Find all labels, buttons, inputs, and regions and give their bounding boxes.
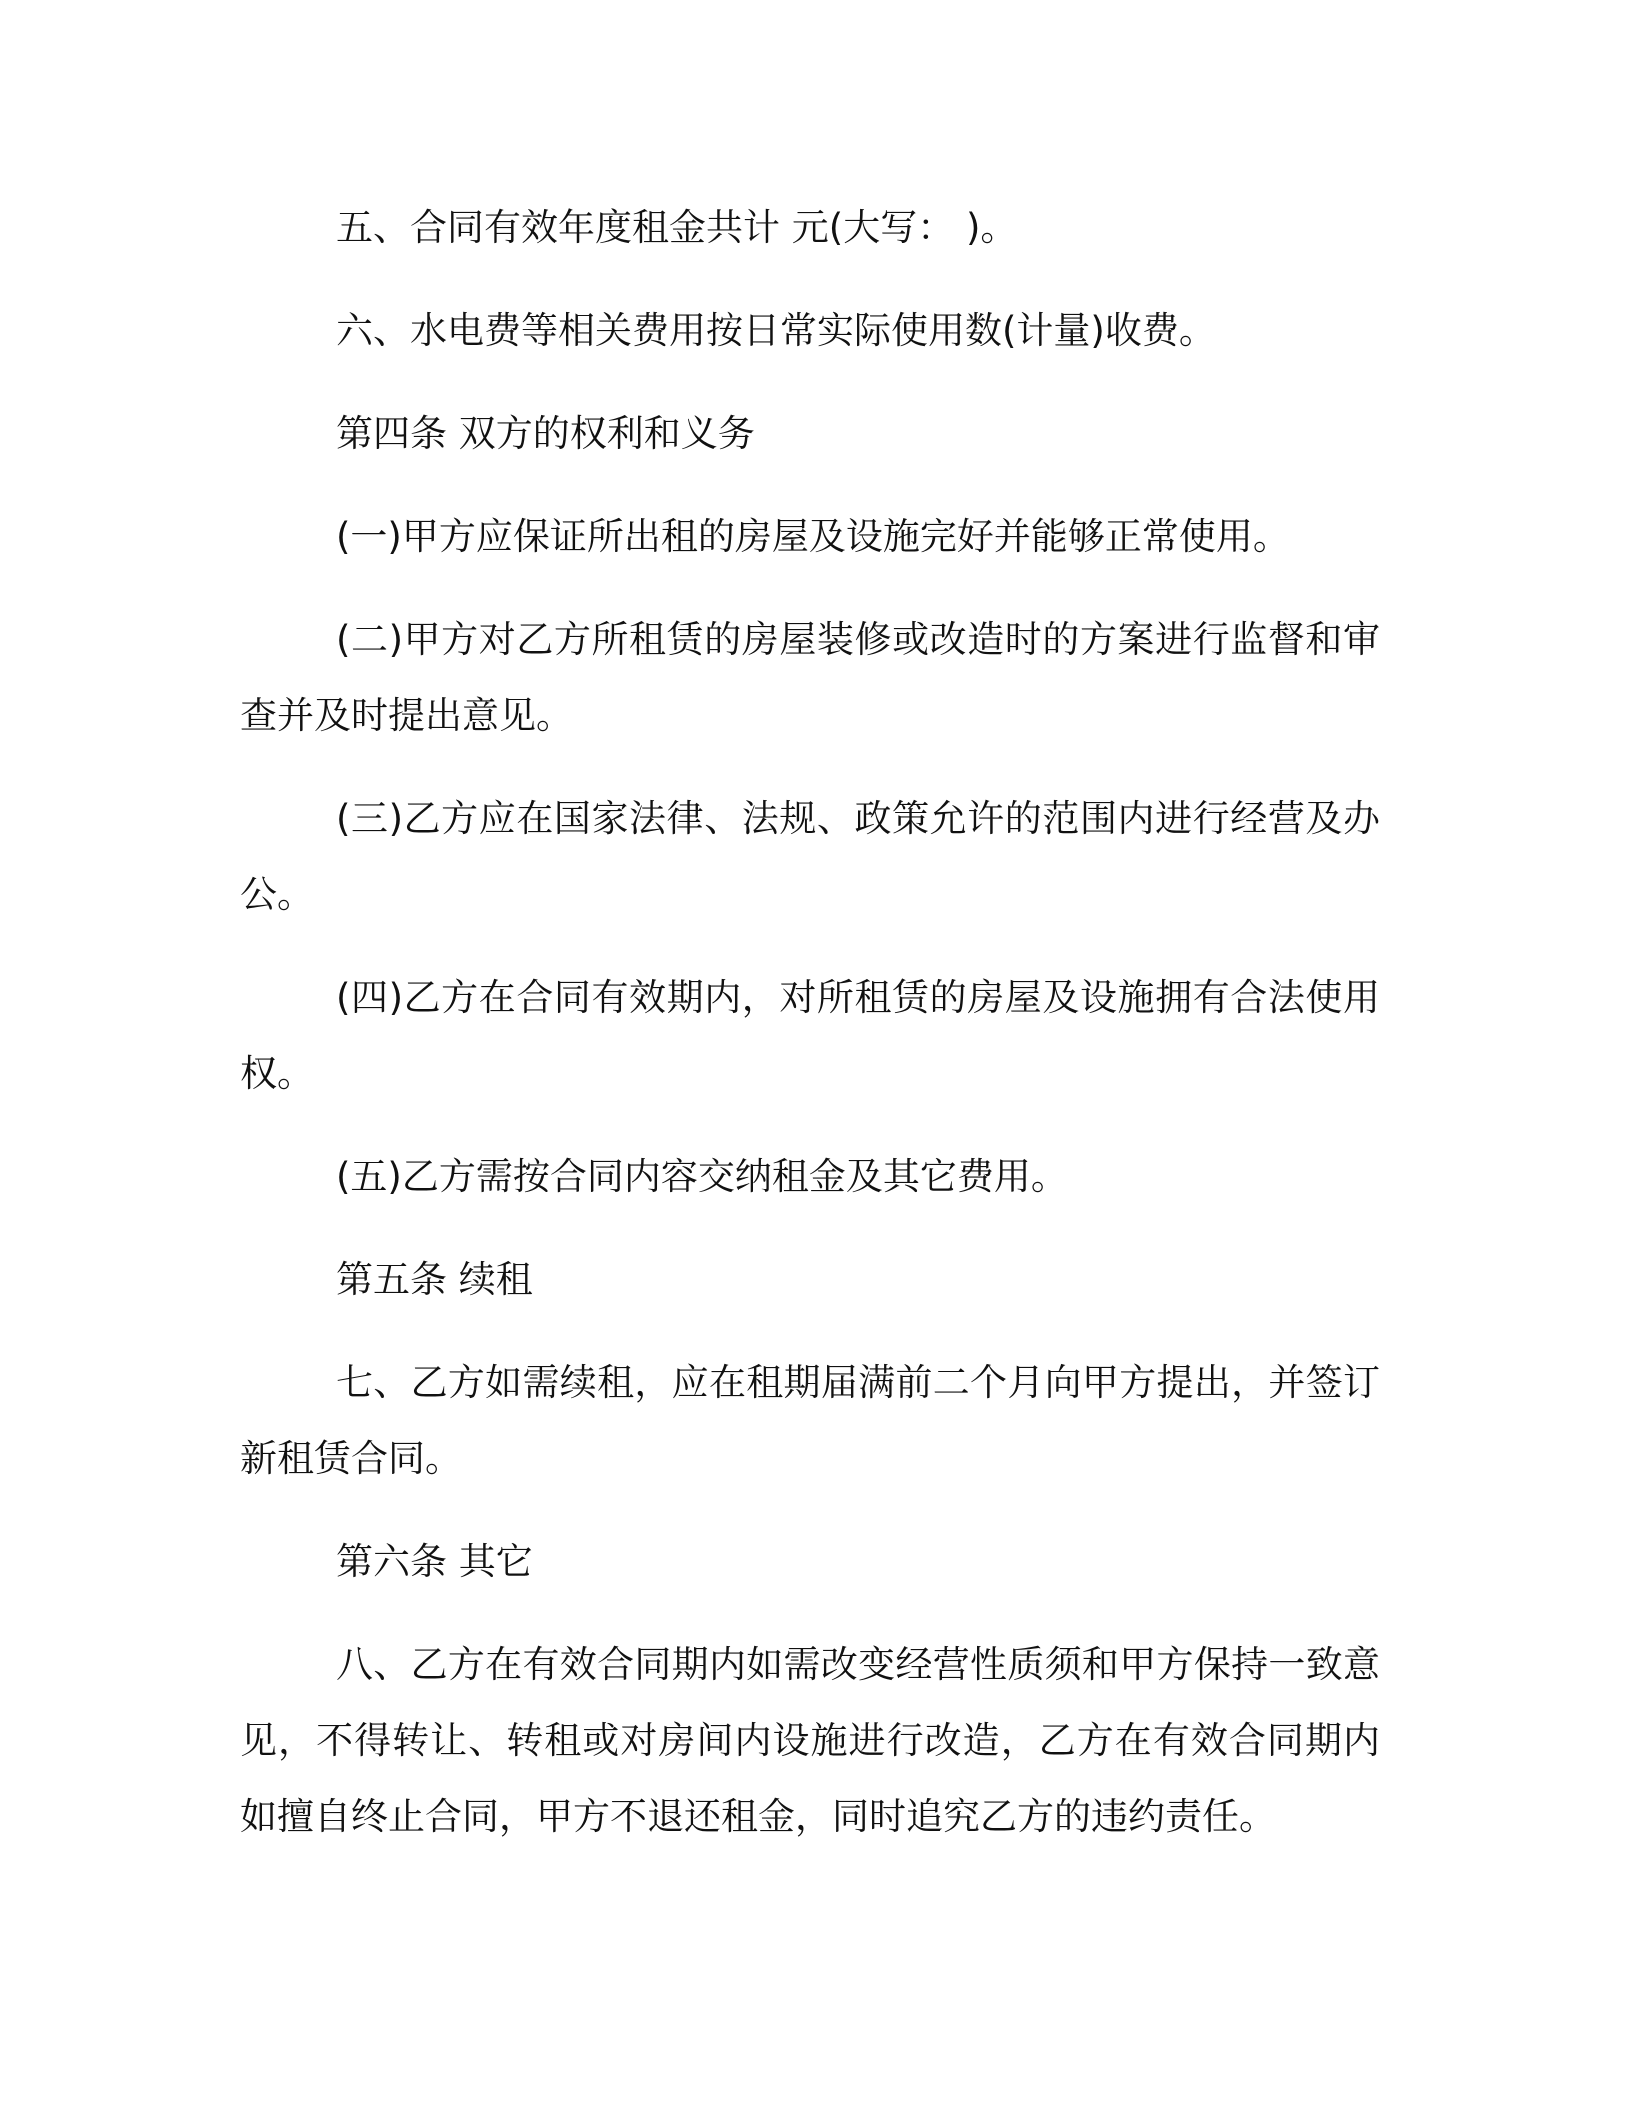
document-body (240, 190, 1380, 1882)
article-4-item-2: (二)甲方对乙方所租赁的房屋装修或改造时的方案进行监督和审查并及时提出意见。 (240, 618, 1380, 737)
article-6-heading: 第六条 其它 (336, 1540, 533, 1583)
article-4-item-4: (四)乙方在合同有效期内，对所租赁的房屋及设施拥有合法使用权。 (240, 976, 1380, 1095)
clause-5-rent-total: 五、合同有效年度租金共计 元(大写： )。 (336, 206, 1018, 249)
article-4-item-1: (一)甲方应保证所出租的房屋及设施完好并能够正常使用。 (336, 515, 1290, 558)
clause-7-renewal: 七、乙方如需续租，应在租期届满前二个月向甲方提出，并签订新租赁合同。 (240, 1361, 1380, 1480)
clause-8-other: 八、乙方在有效合同期内如需改变经营性质须和甲方保持一致意见，不得转让、转租或对房间内设施进行改造，乙方在有效合同期内如擅自终止合同，甲方不退还租金，同时追究乙方的违约责任。 (240, 1643, 1380, 1838)
article-5-heading: 第五条 续租 (336, 1258, 533, 1301)
article-4-heading: 第四条 双方的权利和义务 (336, 412, 755, 455)
article-4-item-3: (三)乙方应在国家法律、法规、政策允许的范围内进行经营及办公。 (240, 797, 1380, 916)
article-4-item-5: (五)乙方需按合同内容交纳租金及其它费用。 (336, 1155, 1068, 1198)
clause-6-utilities: 六、水电费等相关费用按日常实际使用数(计量)收费。 (336, 309, 1216, 352)
